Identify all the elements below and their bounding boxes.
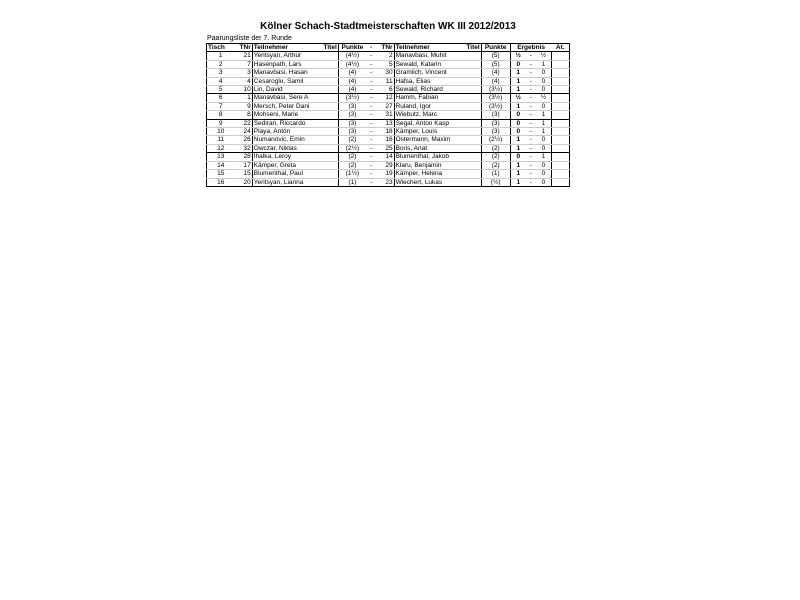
result-black: 0: [536, 77, 552, 85]
tnr-black: 29: [376, 161, 394, 169]
participant-black: Manavbasi, Muhit: [394, 52, 457, 60]
title-black: [457, 128, 482, 136]
table-no: 15: [207, 170, 235, 178]
result-dash: -: [526, 128, 536, 136]
title-white: [314, 77, 339, 85]
pair-dash: -: [366, 119, 376, 127]
result-dash: -: [526, 144, 536, 152]
table-no: 14: [207, 161, 235, 169]
participant-white: Mohseni, Marie: [252, 111, 313, 119]
title-white: [314, 161, 339, 169]
points-white: (4): [338, 69, 366, 77]
points-white: (2½): [338, 144, 366, 152]
pair-dash: -: [366, 178, 376, 186]
result-dash: -: [526, 86, 536, 94]
result-white: 0: [510, 128, 526, 136]
participant-white: Manavbasi, Sere A: [252, 94, 313, 102]
table-no: 11: [207, 136, 235, 144]
points-white: (4): [338, 77, 366, 85]
points-white: (2): [338, 153, 366, 161]
tnr-white: 7: [234, 60, 252, 68]
pair-dash: -: [366, 111, 376, 119]
tnr-white: 20: [234, 178, 252, 186]
table-row: [207, 153, 570, 161]
table-row: [207, 94, 570, 102]
points-black: (4): [481, 69, 510, 77]
points-white: (4½): [338, 52, 366, 60]
at-cell: [552, 86, 570, 94]
result-dash: -: [526, 178, 536, 186]
table-row: [207, 178, 570, 186]
result-black: 0: [536, 136, 552, 144]
participant-white: Owczar, Niklas: [252, 144, 313, 152]
pair-dash: -: [366, 69, 376, 77]
participant-white: Numanovic, Emin: [252, 136, 313, 144]
table-no: 3: [207, 69, 235, 77]
result-black: 1: [536, 60, 552, 68]
title-black: [457, 102, 482, 110]
result-white: ½: [510, 94, 526, 102]
result-black: 1: [536, 111, 552, 119]
header-tisch: Tisch: [207, 44, 235, 52]
tnr-white: 26: [234, 136, 252, 144]
title-black: [457, 94, 482, 102]
table-no: 6: [207, 94, 235, 102]
pair-dash: -: [366, 60, 376, 68]
points-black: (3): [481, 119, 510, 127]
header-at: At.: [552, 44, 570, 52]
header-tnr-white: TNr: [234, 44, 252, 52]
points-white: (3): [338, 102, 366, 110]
header-title-black: Titel: [457, 44, 482, 52]
title-black: [457, 144, 482, 152]
participant-black: Kämper, Louis: [394, 128, 457, 136]
at-cell: [552, 102, 570, 110]
header-participant-black: Teilnehmer: [394, 44, 457, 52]
points-white: (3): [338, 119, 366, 127]
header-result: Ergebnis: [510, 44, 551, 52]
result-white: 1: [510, 178, 526, 186]
title-white: [314, 86, 339, 94]
result-white: 1: [510, 86, 526, 94]
result-white: 0: [510, 60, 526, 68]
title-white: [314, 153, 339, 161]
result-black: 0: [536, 144, 552, 152]
header-title-white: Titel: [314, 44, 339, 52]
points-black: (5): [481, 60, 510, 68]
tnr-black: 13: [376, 119, 394, 127]
tnr-black: 25: [376, 144, 394, 152]
tnr-black: 2: [376, 52, 394, 60]
at-cell: [552, 144, 570, 152]
header-tnr-black: TNr: [376, 44, 394, 52]
title-black: [457, 161, 482, 169]
points-white: (2): [338, 136, 366, 144]
header-dash: -: [366, 44, 376, 52]
participant-white: Playa, Antón: [252, 128, 313, 136]
participant-white: Blumenthal, Paul: [252, 170, 313, 178]
points-black: (4): [481, 77, 510, 85]
participant-black: Ostermann, Maxim: [394, 136, 457, 144]
tnr-white: 28: [234, 153, 252, 161]
at-cell: [552, 94, 570, 102]
tnr-black: 16: [376, 136, 394, 144]
tnr-black: 11: [376, 77, 394, 85]
tnr-black: 18: [376, 128, 394, 136]
pair-dash: -: [366, 77, 376, 85]
table-row: [207, 69, 570, 77]
at-cell: [552, 111, 570, 119]
participant-black: Blumenthal, Jakob: [394, 153, 457, 161]
title-black: [457, 153, 482, 161]
tnr-white: 10: [234, 86, 252, 94]
result-black: 0: [536, 161, 552, 169]
at-cell: [552, 178, 570, 186]
at-cell: [552, 119, 570, 127]
at-cell: [552, 128, 570, 136]
header-participant-white: Teilnehmer: [252, 44, 313, 52]
at-cell: [552, 161, 570, 169]
header-points-white: Punkte: [338, 44, 366, 52]
table-row: [207, 111, 570, 119]
result-dash: -: [526, 77, 536, 85]
points-black: (2): [481, 144, 510, 152]
points-black: (½): [481, 178, 510, 186]
title-black: [457, 119, 482, 127]
points-black: (2): [481, 153, 510, 161]
points-white: (3): [338, 111, 366, 119]
tnr-white: 9: [234, 102, 252, 110]
result-white: 0: [510, 119, 526, 127]
table-row: [207, 102, 570, 110]
points-black: (5): [481, 52, 510, 60]
title-white: [314, 144, 339, 152]
title-white: [314, 136, 339, 144]
points-black: (3): [481, 128, 510, 136]
tnr-white: 3: [234, 69, 252, 77]
title-black: [457, 77, 482, 85]
title-white: [314, 170, 339, 178]
result-white: 1: [510, 69, 526, 77]
result-black: 1: [536, 119, 552, 127]
table-no: 8: [207, 111, 235, 119]
points-white: (1): [338, 178, 366, 186]
tnr-black: 23: [376, 178, 394, 186]
pair-dash: -: [366, 52, 376, 60]
table-no: 4: [207, 77, 235, 85]
result-dash: -: [526, 60, 536, 68]
title-black: [457, 52, 482, 60]
tnr-black: 6: [376, 86, 394, 94]
result-white: 1: [510, 136, 526, 144]
participant-black: Hafsa, Elias: [394, 77, 457, 85]
table-no: 13: [207, 153, 235, 161]
title-white: [314, 94, 339, 102]
at-cell: [552, 153, 570, 161]
result-black: 1: [536, 128, 552, 136]
points-black: (2): [481, 161, 510, 169]
title-black: [457, 60, 482, 68]
result-white: 1: [510, 170, 526, 178]
participant-black: Hamm, Fabian: [394, 94, 457, 102]
participant-white: Lin, David: [252, 86, 313, 94]
title-white: [314, 111, 339, 119]
result-white: 1: [510, 102, 526, 110]
participant-white: Ihalka, Leroy: [252, 153, 313, 161]
table-row: [207, 60, 570, 68]
tnr-black: 12: [376, 94, 394, 102]
table-no: 12: [207, 144, 235, 152]
result-dash: -: [526, 153, 536, 161]
participant-white: Hasenpath, Lars: [252, 60, 313, 68]
result-white: ½: [510, 52, 526, 60]
table-row: [207, 128, 570, 136]
tnr-white: 21: [234, 52, 252, 60]
points-black: (2½): [481, 136, 510, 144]
participant-white: Yeritsyan, Lianna: [252, 178, 313, 186]
result-dash: -: [526, 111, 536, 119]
points-white: (3½): [338, 94, 366, 102]
pair-dash: -: [366, 128, 376, 136]
at-cell: [552, 52, 570, 60]
result-black: 0: [536, 178, 552, 186]
participant-white: Mersch, Peter Dani: [252, 102, 313, 110]
at-cell: [552, 136, 570, 144]
tnr-black: 5: [376, 60, 394, 68]
pair-dash: -: [366, 170, 376, 178]
title-white: [314, 128, 339, 136]
points-black: (3): [481, 111, 510, 119]
title-white: [314, 69, 339, 77]
tnr-white: 8: [234, 111, 252, 119]
participant-black: Sewald, Katarin: [394, 60, 457, 68]
table-row: [207, 170, 570, 178]
table-no: 7: [207, 102, 235, 110]
result-dash: -: [526, 119, 536, 127]
title-black: [457, 86, 482, 94]
result-dash: -: [526, 161, 536, 169]
at-cell: [552, 60, 570, 68]
table-row: [207, 161, 570, 169]
participant-black: Ruland, Igor: [394, 102, 457, 110]
title-black: [457, 170, 482, 178]
pair-dash: -: [366, 136, 376, 144]
result-white: 0: [510, 153, 526, 161]
table-no: 2: [207, 60, 235, 68]
title-black: [457, 136, 482, 144]
pair-dash: -: [366, 153, 376, 161]
result-black: 0: [536, 102, 552, 110]
tnr-black: 31: [376, 111, 394, 119]
participant-white: Sediran, Riccardo: [252, 119, 313, 127]
tnr-black: 14: [376, 153, 394, 161]
result-dash: -: [526, 102, 536, 110]
title-black: [457, 111, 482, 119]
table-no: 16: [207, 178, 235, 186]
result-black: 0: [536, 86, 552, 94]
participant-black: Segal, Anton Kasp: [394, 119, 457, 127]
title-white: [314, 52, 339, 60]
points-white: (4): [338, 86, 366, 94]
header-points-black: Punkte: [481, 44, 510, 52]
pair-dash: -: [366, 102, 376, 110]
pair-dash: -: [366, 161, 376, 169]
pair-dash: -: [366, 86, 376, 94]
points-black: (3½): [481, 86, 510, 94]
document-subtitle: Paarungsliste der 7. Runde: [207, 35, 292, 42]
tnr-black: 27: [376, 102, 394, 110]
points-black: (3½): [481, 102, 510, 110]
result-dash: -: [526, 136, 536, 144]
result-dash: -: [526, 94, 536, 102]
result-black: ½: [536, 94, 552, 102]
pair-dash: -: [366, 144, 376, 152]
points-white: (3): [338, 128, 366, 136]
at-cell: [552, 69, 570, 77]
participant-black: Boris, Anat: [394, 144, 457, 152]
title-white: [314, 60, 339, 68]
result-black: 1: [536, 153, 552, 161]
tnr-white: 17: [234, 161, 252, 169]
points-white: (4½): [338, 60, 366, 68]
table-no: 10: [207, 128, 235, 136]
tnr-black: 19: [376, 170, 394, 178]
document-title: Kölner Schach-Stadtmeisterschaften WK III 2012/2013: [260, 21, 516, 32]
result-white: 1: [510, 161, 526, 169]
points-white: (1½): [338, 170, 366, 178]
participant-black: Sewald, Richard: [394, 86, 457, 94]
points-black: (3½): [481, 94, 510, 102]
participant-black: Gramlich, Vincent: [394, 69, 457, 77]
result-white: 0: [510, 111, 526, 119]
table-no: 9: [207, 119, 235, 127]
tnr-white: 4: [234, 77, 252, 85]
table-row: [207, 52, 570, 60]
result-black: ½: [536, 52, 552, 60]
tnr-black: 30: [376, 69, 394, 77]
participant-black: Wiechert, Lukas: [394, 178, 457, 186]
result-black: 0: [536, 69, 552, 77]
title-black: [457, 69, 482, 77]
tnr-white: 22: [234, 119, 252, 127]
table-no: 1: [207, 52, 235, 60]
tnr-white: 15: [234, 170, 252, 178]
title-black: [457, 178, 482, 186]
result-dash: -: [526, 52, 536, 60]
result-black: 0: [536, 170, 552, 178]
pairings-body: [207, 52, 570, 187]
title-white: [314, 178, 339, 186]
participant-black: Kämper, Helena: [394, 170, 457, 178]
tnr-white: 32: [234, 144, 252, 152]
table-row: [207, 86, 570, 94]
table-no: 5: [207, 86, 235, 94]
participant-white: Cesaroglu, Samil: [252, 77, 313, 85]
result-white: 1: [510, 144, 526, 152]
points-white: (2): [338, 161, 366, 169]
result-dash: -: [526, 170, 536, 178]
pairings-table: [206, 43, 570, 187]
tnr-white: 1: [234, 94, 252, 102]
table-row: [207, 77, 570, 85]
result-white: 1: [510, 77, 526, 85]
title-white: [314, 102, 339, 110]
table-row: [207, 119, 570, 127]
pair-dash: -: [366, 94, 376, 102]
table-header-row: [207, 44, 570, 52]
participant-white: Manavbasi, Hasan: [252, 69, 313, 77]
table-row: [207, 144, 570, 152]
table-row: [207, 136, 570, 144]
participant-black: Klaru, Benjamin: [394, 161, 457, 169]
title-white: [314, 119, 339, 127]
result-dash: -: [526, 69, 536, 77]
participant-white: Kämper, Greta: [252, 161, 313, 169]
participant-black: Wiebutz, Marc: [394, 111, 457, 119]
points-black: (1): [481, 170, 510, 178]
tnr-white: 24: [234, 128, 252, 136]
at-cell: [552, 170, 570, 178]
at-cell: [552, 77, 570, 85]
participant-white: Yeritsyan, Arthur: [252, 52, 313, 60]
